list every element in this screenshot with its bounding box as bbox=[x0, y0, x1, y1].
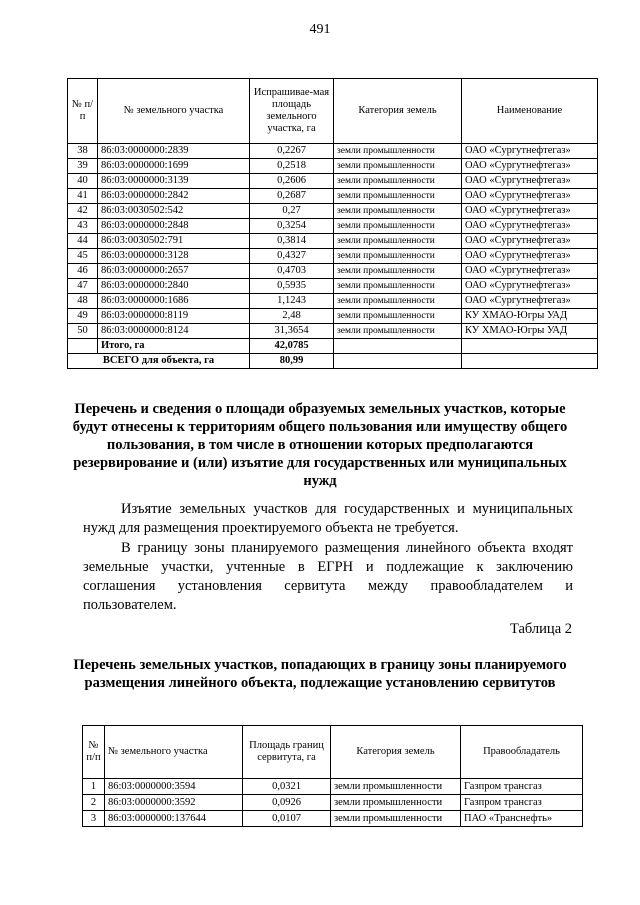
cell-area: 0,0926 bbox=[243, 795, 331, 811]
cell-owner: Газпром трансгаз bbox=[461, 795, 583, 811]
cell-area: 31,3654 bbox=[250, 324, 334, 339]
cell-name: ОАО «Сургутнефтегаз» bbox=[462, 144, 598, 159]
header-num: № п/п bbox=[83, 726, 105, 779]
cell-category: земли промышленности bbox=[331, 811, 461, 827]
cell-num: 41 bbox=[68, 189, 98, 204]
header-area: Площадь границ сервитута, га bbox=[243, 726, 331, 779]
cell-category: земли промышленности bbox=[334, 219, 462, 234]
parcels-table bbox=[67, 78, 598, 369]
cell-parcel: 86:03:0000000:2840 bbox=[98, 279, 250, 294]
cell-area: 1,1243 bbox=[250, 294, 334, 309]
cell-num: 3 bbox=[83, 811, 105, 827]
cell-num: 39 bbox=[68, 159, 98, 174]
cell-category: земли промышленности bbox=[334, 144, 462, 159]
cell-parcel: 86:03:0000000:8119 bbox=[98, 309, 250, 324]
cell-name: КУ ХМАО-Югры УАД bbox=[462, 309, 598, 324]
cell-category: земли промышленности bbox=[334, 249, 462, 264]
cell-parcel: 86:03:0000000:1686 bbox=[98, 294, 250, 309]
cell-name: ОАО «Сургутнефтегаз» bbox=[462, 219, 598, 234]
cell-area: 0,5935 bbox=[250, 279, 334, 294]
cell-category: земли промышленности bbox=[331, 795, 461, 811]
cell-parcel: 86:03:0000000:3594 bbox=[105, 779, 243, 795]
header-area: Испрашивае-мая площадь земельного участка, га bbox=[250, 79, 334, 144]
cell-category: земли промышленности bbox=[334, 279, 462, 294]
table-row bbox=[68, 189, 598, 204]
servitude-table bbox=[82, 725, 583, 827]
table-row bbox=[68, 324, 598, 339]
cell-name: ОАО «Сургутнефтегаз» bbox=[462, 204, 598, 219]
cell-area: 0,3254 bbox=[250, 219, 334, 234]
section-heading-1: Перечень и сведения о площади образуемых земельных участков, которые будут отнесены к территориям общего пользования или имуществу общего пользования, в том числе в отношении которых предполагаются резервирование и (или) изъятие для государственных или муниципальных нужд bbox=[72, 401, 568, 489]
table-row bbox=[68, 279, 598, 294]
cell-num: 46 bbox=[68, 264, 98, 279]
cell-name: КУ ХМАО-Югры УАД bbox=[462, 324, 598, 339]
cell-name: ОАО «Сургутнефтегаз» bbox=[462, 249, 598, 264]
cell-name: ОАО «Сургутнефтегаз» bbox=[462, 234, 598, 249]
header-num: № п/п bbox=[68, 79, 98, 144]
total-row bbox=[68, 354, 598, 369]
cell-parcel: 86:03:0000000:3139 bbox=[98, 174, 250, 189]
paragraph-1: Изъятие земельных участков для государственных и муниципальных нужд для размещения проектируемого объекта не требуется. bbox=[83, 501, 573, 536]
cell-area: 0,4703 bbox=[250, 264, 334, 279]
cell-area: 0,0107 bbox=[243, 811, 331, 827]
cell-category: земли промышленности bbox=[331, 779, 461, 795]
cell-name: ОАО «Сургутнефтегаз» bbox=[462, 174, 598, 189]
table-row bbox=[68, 219, 598, 234]
cell-name: ОАО «Сургутнефтегаз» bbox=[462, 279, 598, 294]
table-2-label: Таблица 2 bbox=[509, 621, 572, 637]
cell-parcel: 86:03:0000000:3592 bbox=[105, 795, 243, 811]
cell-num: 49 bbox=[68, 309, 98, 324]
cell-parcel: 86:03:0000000:2657 bbox=[98, 264, 250, 279]
table-row bbox=[68, 174, 598, 189]
cell-area: 0,2518 bbox=[250, 159, 334, 174]
table-row bbox=[68, 264, 598, 279]
cell-area: 0,3814 bbox=[250, 234, 334, 249]
header-name: Наименование bbox=[462, 79, 598, 144]
total-value: 80,99 bbox=[250, 354, 334, 369]
cell-category: земли промышленности bbox=[334, 189, 462, 204]
cell-owner: Газпром трансгаз bbox=[461, 779, 583, 795]
cell-num: 1 bbox=[83, 779, 105, 795]
cell-num: 43 bbox=[68, 219, 98, 234]
table-row bbox=[68, 144, 598, 159]
header-parcel: № земельного участка bbox=[98, 79, 250, 144]
subtotal-row bbox=[68, 339, 598, 354]
cell-num: 2 bbox=[83, 795, 105, 811]
cell-name: ОАО «Сургутнефтегаз» bbox=[462, 294, 598, 309]
header-parcel: № земельного участка bbox=[105, 726, 243, 779]
cell-area: 0,2267 bbox=[250, 144, 334, 159]
header-owner: Правообладатель bbox=[461, 726, 583, 779]
cell-category: земли промышленности bbox=[334, 309, 462, 324]
cell-category: земли промышленности bbox=[334, 204, 462, 219]
cell-parcel: 86:03:0000000:1699 bbox=[98, 159, 250, 174]
cell-num: 44 bbox=[68, 234, 98, 249]
table-row bbox=[68, 294, 598, 309]
section-heading-2: Перечень земельных участков, попадающих в границу зоны планируемого размещения линейного объекта, подлежащие установлению сервитутов bbox=[73, 657, 567, 691]
cell-owner: ПАО «Транснефть» bbox=[461, 811, 583, 827]
cell-category: земли промышленности bbox=[334, 234, 462, 249]
cell-num: 40 bbox=[68, 174, 98, 189]
subtotal-label: Итого, га bbox=[98, 339, 250, 354]
cell-parcel: 86:03:0000000:2848 bbox=[98, 219, 250, 234]
cell-num: 42 bbox=[68, 204, 98, 219]
cell-category: земли промышленности bbox=[334, 264, 462, 279]
table-header-row bbox=[83, 726, 583, 779]
cell-parcel: 86:03:0030502:542 bbox=[98, 204, 250, 219]
cell-num: 38 bbox=[68, 144, 98, 159]
cell-parcel: 86:03:0000000:2839 bbox=[98, 144, 250, 159]
total-label: ВСЕГО для объекта, га bbox=[68, 354, 250, 369]
page-number: 491 bbox=[309, 22, 331, 37]
cell-num: 48 bbox=[68, 294, 98, 309]
cell-area: 0,2687 bbox=[250, 189, 334, 204]
cell-area: 0,0321 bbox=[243, 779, 331, 795]
cell-area: 2,48 bbox=[250, 309, 334, 324]
cell-area: 0,4327 bbox=[250, 249, 334, 264]
table-row bbox=[83, 779, 583, 795]
cell-category: земли промышленности bbox=[334, 159, 462, 174]
cell-name: ОАО «Сургутнефтегаз» bbox=[462, 189, 598, 204]
subtotal-value: 42,0785 bbox=[250, 339, 334, 354]
header-category: Категория земель bbox=[331, 726, 461, 779]
cell-num: 47 bbox=[68, 279, 98, 294]
table-header-row bbox=[68, 79, 598, 144]
table-row bbox=[83, 795, 583, 811]
cell-num: 45 bbox=[68, 249, 98, 264]
cell-area: 0,2606 bbox=[250, 174, 334, 189]
table-row bbox=[68, 204, 598, 219]
cell-parcel: 86:03:0000000:137644 bbox=[105, 811, 243, 827]
cell-name: ОАО «Сургутнефтегаз» bbox=[462, 264, 598, 279]
table-row bbox=[83, 811, 583, 827]
cell-parcel: 86:03:0000000:3128 bbox=[98, 249, 250, 264]
table-row bbox=[68, 159, 598, 174]
cell-name: ОАО «Сургутнефтегаз» bbox=[462, 159, 598, 174]
cell-category: земли промышленности bbox=[334, 324, 462, 339]
cell-parcel: 86:03:0030502:791 bbox=[98, 234, 250, 249]
cell-parcel: 86:03:0000000:8124 bbox=[98, 324, 250, 339]
paragraph-2: В границу зоны планируемого размещения линейного объекта входят земельные участки, учтенные в ЕГРН и подлежащие к заключению соглашения установления сервитута между правообладателем и пользователем. bbox=[83, 540, 573, 613]
cell-category: земли промышленности bbox=[334, 294, 462, 309]
table-row bbox=[68, 234, 598, 249]
table-row bbox=[68, 309, 598, 324]
cell-num: 50 bbox=[68, 324, 98, 339]
cell-category: земли промышленности bbox=[334, 174, 462, 189]
header-category: Категория земель bbox=[334, 79, 462, 144]
table-row bbox=[68, 249, 598, 264]
cell-area: 0,27 bbox=[250, 204, 334, 219]
cell-parcel: 86:03:0000000:2842 bbox=[98, 189, 250, 204]
